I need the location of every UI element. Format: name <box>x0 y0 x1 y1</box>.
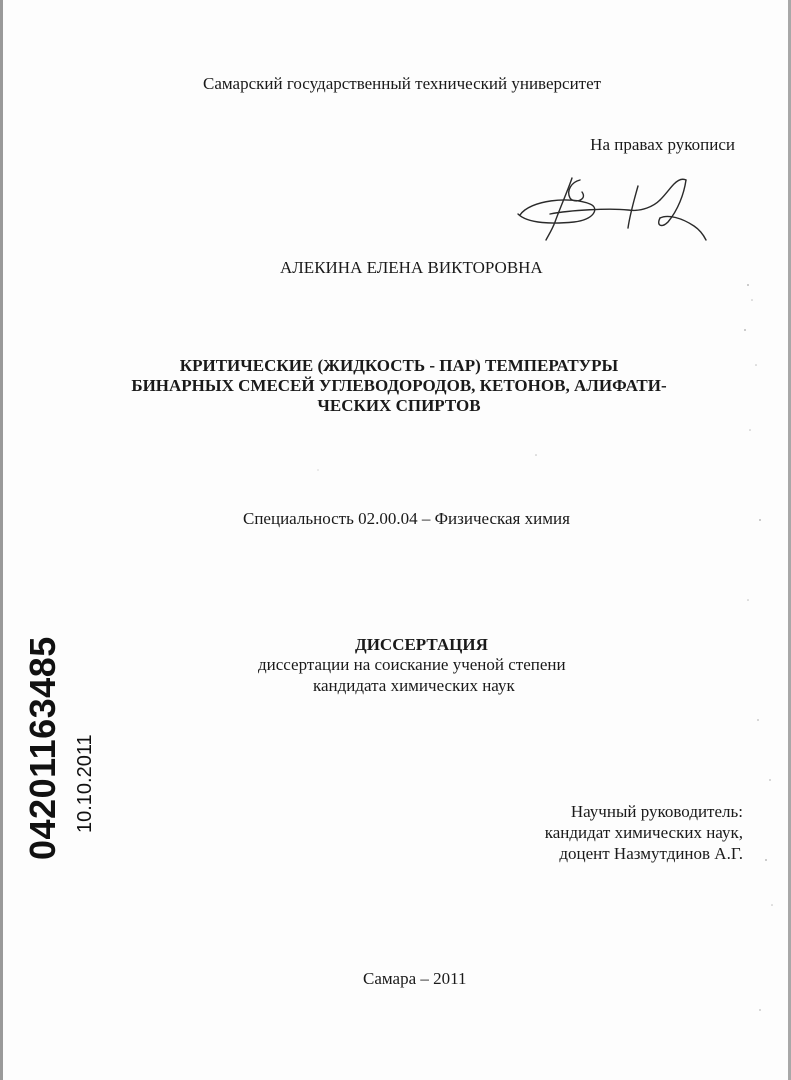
title-line: ЧЕСКИХ СПИРТОВ <box>317 396 481 415</box>
supervisor-line: кандидат химических наук, <box>544 823 743 842</box>
document-type: ДИССЕРТАЦИЯ <box>355 635 488 654</box>
library-stamp-date <box>74 705 96 833</box>
degree-line: диссертации на соискание ученой степени <box>258 655 566 674</box>
specialty: Специальность 02.00.04 – Физическая химия <box>243 509 570 528</box>
supervisor-line: доцент Назмутдинов А.Г. <box>559 844 743 863</box>
library-stamp-number <box>22 636 63 860</box>
author-name: АЛЕКИНА ЕЛЕНА ВИКТОРОВНА <box>280 258 543 277</box>
supervisor-block <box>545 801 743 864</box>
stamp-number-text: 04201163485 <box>22 636 63 860</box>
degree-line: кандидата химических наук <box>313 676 515 695</box>
title-line: БИНАРНЫХ СМЕСЕЙ УГЛЕВОДОРОДОВ, КЕТОНОВ, АЛИФАТИ- <box>131 376 667 395</box>
title-line: КРИТИЧЕСКИЕ (ЖИДКОСТЬ - ПАР) ТЕМПЕРАТУРЫ <box>179 356 619 375</box>
manuscript-note: На правах рукописи <box>590 135 735 154</box>
supervisor-line: Научный руководитель: <box>570 802 743 821</box>
dissertation-title <box>120 356 678 416</box>
stamp-date-text: 10.10.2011 <box>74 734 96 833</box>
signature-icon <box>510 170 710 250</box>
university-name: Самарский государственный технический университет <box>203 74 602 93</box>
city-year: Самара – 2011 <box>363 969 467 988</box>
scan-edge-left <box>0 0 3 1080</box>
